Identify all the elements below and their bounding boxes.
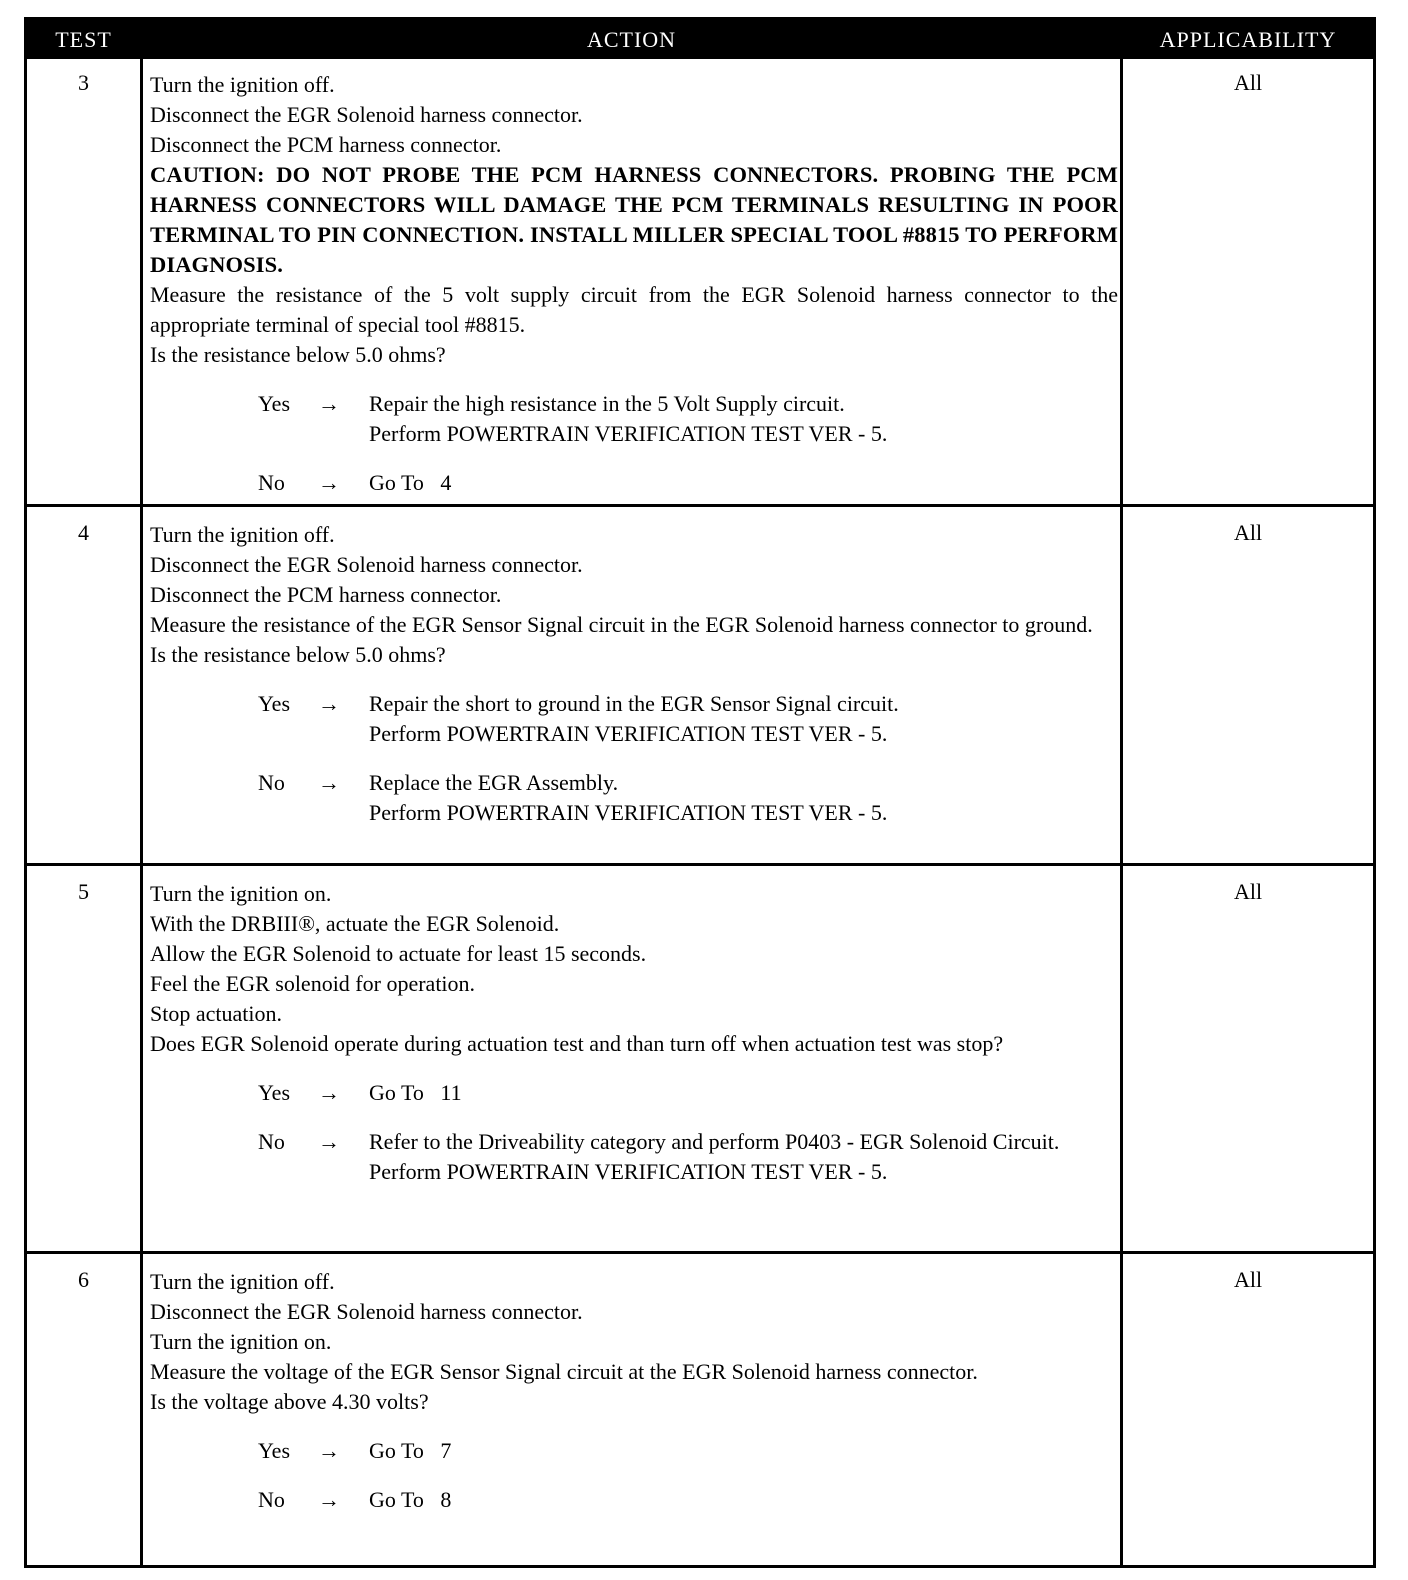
question-text: Is the voltage above 4.30 volts? <box>150 1389 429 1414</box>
table-header <box>27 20 1373 59</box>
step-text: Disconnect the PCM harness connector. <box>150 132 502 157</box>
header-action: ACTION <box>586 27 677 52</box>
measure-text: Measure the resistance of the EGR Sensor Signal circuit in the EGR Solenoid harness connector to ground. <box>150 612 1093 637</box>
yes-answer <box>258 689 1118 749</box>
no-result: Go To 4 <box>369 470 452 495</box>
step-text: Disconnect the EGR Solenoid harness connector. <box>150 1299 583 1324</box>
row-divider <box>27 504 1373 507</box>
step-text: Turn the ignition on. <box>150 1329 332 1354</box>
no-answer <box>258 1485 1118 1515</box>
step-text: Turn the ignition off. <box>150 1269 335 1294</box>
test-number: 6 <box>78 1267 89 1292</box>
step-text: Stop actuation. <box>150 1001 282 1026</box>
arrow-icon: → <box>318 1438 340 1463</box>
no-answer <box>258 768 1118 828</box>
arrow-icon: → <box>318 770 340 795</box>
test-number: 5 <box>78 879 89 904</box>
step-text: Disconnect the EGR Solenoid harness connector. <box>150 102 583 127</box>
yes-result: Repair the short to ground in the EGR Sensor Signal circuit. <box>369 691 899 716</box>
applicability-value: All <box>1233 520 1263 545</box>
test-number: 4 <box>78 520 89 545</box>
yes-label: Yes <box>258 1080 291 1105</box>
no-result: Refer to the Driveability category and perform P0403 - EGR Solenoid Circuit. <box>369 1129 1060 1154</box>
test-number: 3 <box>78 70 89 95</box>
arrow-icon: → <box>318 1129 340 1154</box>
yes-label: Yes <box>258 691 291 716</box>
step-text: Allow the EGR Solenoid to actuate for least 15 seconds. <box>150 941 647 966</box>
measure-text: Measure the voltage of the EGR Sensor Signal circuit at the EGR Solenoid harness connector. <box>150 1359 978 1384</box>
action-cell <box>150 520 1118 828</box>
yes-answer <box>258 389 1118 449</box>
yes-result: Go To 11 <box>369 1080 462 1105</box>
column-divider <box>140 59 143 1565</box>
question-text: Is the resistance below 5.0 ohms? <box>150 642 446 667</box>
step-text: Turn the ignition on. <box>150 881 332 906</box>
header-applicability: APPLICABILITY <box>1159 27 1337 52</box>
question-text: Does EGR Solenoid operate during actuation test and than turn off when actuation test was stop? <box>150 1031 1004 1056</box>
row-divider <box>27 863 1373 866</box>
measure-text: Measure the resistance of the 5 volt supply circuit from the EGR Solenoid harness connector to the appropriate terminal of special tool #8815. <box>150 282 1118 337</box>
yes-answer <box>258 1078 1118 1108</box>
no-label: No <box>258 1129 285 1154</box>
applicability-value: All <box>1233 1267 1263 1292</box>
row-divider <box>27 1251 1373 1254</box>
yes-label: Yes <box>258 391 291 416</box>
step-text: With the DRBIII®, actuate the EGR Solenoid. <box>150 911 560 936</box>
column-divider <box>1120 59 1123 1565</box>
no-answer <box>258 1127 1118 1187</box>
question-text: Is the resistance below 5.0 ohms? <box>150 342 446 367</box>
step-text: Feel the EGR solenoid for operation. <box>150 971 476 996</box>
yes-result: Repair the high resistance in the 5 Volt Supply circuit. <box>369 391 845 416</box>
action-cell <box>150 70 1118 498</box>
step-text: Disconnect the EGR Solenoid harness connector. <box>150 552 583 577</box>
arrow-icon: → <box>318 1080 340 1105</box>
verification-text: Perform POWERTRAIN VERIFICATION TEST VER - 5. <box>369 421 888 446</box>
arrow-icon: → <box>318 1487 340 1512</box>
no-label: No <box>258 770 285 795</box>
no-label: No <box>258 1487 285 1512</box>
header-test: TEST <box>55 27 112 52</box>
yes-answer <box>258 1436 1118 1466</box>
action-cell <box>150 879 1118 1187</box>
caution-text: CAUTION: DO NOT PROBE THE PCM HARNESS CONNECTORS. PROBING THE PCM HARNESS CONNECTORS WILL DAMAGE THE PCM TERMINALS RESULTING IN POOR TERMINAL TO PIN CONNECTION. INSTALL MILLER SPECIAL TOOL #8815 TO PERFORM DIAGNOSIS. <box>150 162 1118 277</box>
yes-label: Yes <box>258 1438 291 1463</box>
verification-text: Perform POWERTRAIN VERIFICATION TEST VER - 5. <box>369 1159 888 1184</box>
step-text: Disconnect the PCM harness connector. <box>150 582 502 607</box>
arrow-icon: → <box>318 470 340 495</box>
verification-text: Perform POWERTRAIN VERIFICATION TEST VER - 5. <box>369 800 888 825</box>
no-answer <box>258 468 1118 498</box>
diagnostic-table <box>24 17 1376 1568</box>
step-text: Turn the ignition off. <box>150 72 335 97</box>
no-label: No <box>258 470 285 495</box>
verification-text: Perform POWERTRAIN VERIFICATION TEST VER - 5. <box>369 721 888 746</box>
arrow-icon: → <box>318 691 340 716</box>
applicability-value: All <box>1233 70 1263 95</box>
arrow-icon: → <box>318 391 340 416</box>
action-cell <box>150 1267 1118 1515</box>
no-result: Go To 8 <box>369 1487 452 1512</box>
no-result: Replace the EGR Assembly. <box>369 770 619 795</box>
yes-result: Go To 7 <box>369 1438 452 1463</box>
step-text: Turn the ignition off. <box>150 522 335 547</box>
applicability-value: All <box>1233 879 1263 904</box>
